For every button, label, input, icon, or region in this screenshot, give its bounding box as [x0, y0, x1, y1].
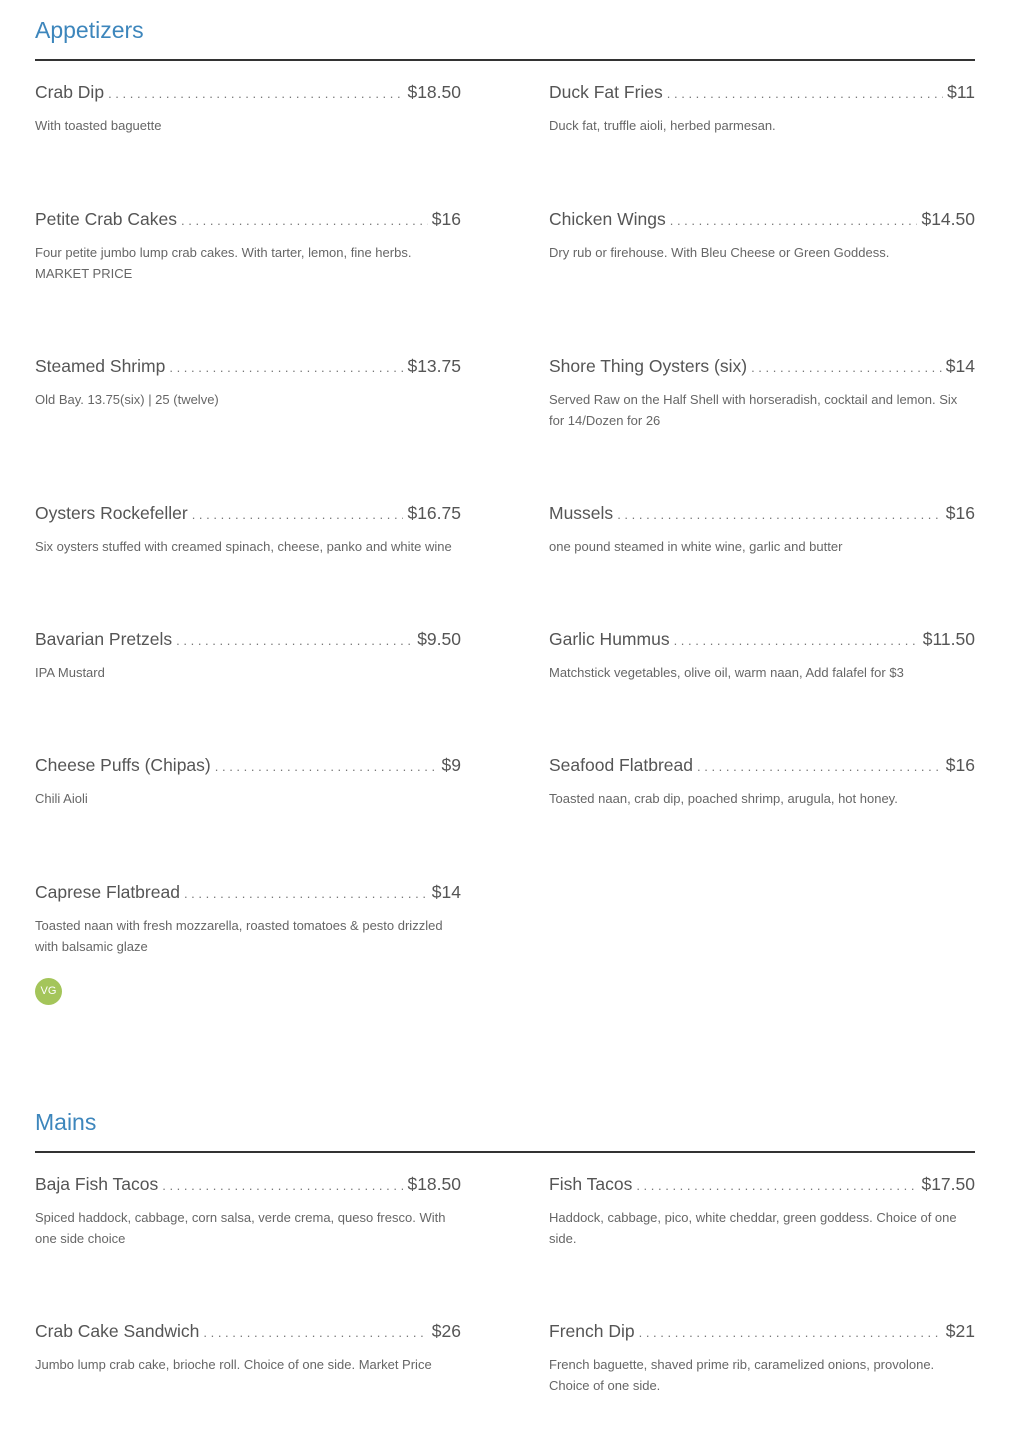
item-description: IPA Mustard — [35, 665, 105, 680]
item-description: Jumbo lump crab cake, brioche roll. Choice of one side. Market Price — [35, 1357, 432, 1372]
item-price: $14 — [945, 356, 975, 376]
dot-leader — [636, 1174, 917, 1198]
item-description: Matchstick vegetables, olive oil, warm naan, Add falafel for $3 — [549, 665, 904, 680]
item-name: Crab Dip — [35, 82, 105, 102]
dot-leader — [670, 209, 918, 233]
menu-item-mussels — [549, 501, 975, 557]
item-price: $16.75 — [407, 503, 461, 523]
menu-item-duck-fat-fries — [549, 80, 975, 136]
item-description: Toasted naan with fresh mozzarella, roasted tomatoes & pesto drizzled with balsamic glaze — [35, 918, 443, 954]
item-name: Duck Fat Fries — [549, 82, 663, 102]
menu-item-crab-cake-sandwich — [35, 1319, 461, 1375]
item-price: $11 — [947, 82, 975, 102]
dot-leader — [203, 1321, 427, 1345]
menu-item-seafood-flatbread — [549, 753, 975, 809]
item-price: $9.50 — [417, 629, 461, 649]
item-description: one pound steamed in white wine, garlic and butter — [549, 539, 843, 554]
item-name: Shore Thing Oysters (six) — [549, 356, 748, 376]
dot-leader — [192, 503, 404, 527]
item-description: Duck fat, truffle aioli, herbed parmesan. — [549, 118, 776, 133]
item-price: $16 — [431, 209, 461, 229]
section-title-appetizers: Appetizers — [35, 17, 144, 43]
dot-leader — [215, 755, 438, 779]
menu-item-shore-thing-oysters — [549, 354, 975, 431]
item-name: Oysters Rockefeller — [35, 503, 188, 523]
item-description: With toasted baguette — [35, 118, 162, 133]
menu-item-garlic-hummus — [549, 627, 975, 683]
vegetarian-badge: VG — [35, 978, 62, 1005]
item-price: $18.50 — [407, 1174, 461, 1194]
item-price: $11.50 — [922, 629, 975, 649]
item-price: $16 — [945, 503, 975, 523]
item-price: $21 — [945, 1321, 975, 1341]
item-description: Old Bay. 13.75(six) | 25 (twelve) — [35, 392, 219, 407]
menu-item-caprese-flatbread — [35, 880, 461, 957]
item-price: $14.50 — [921, 209, 975, 229]
menu-item-petite-crab-cakes — [35, 207, 461, 284]
item-price: $14 — [431, 882, 461, 902]
section-divider — [35, 59, 975, 61]
item-name: Garlic Hummus — [549, 629, 670, 649]
item-price: $18.50 — [407, 82, 461, 102]
dot-leader — [617, 503, 942, 527]
item-name: Bavarian Pretzels — [35, 629, 173, 649]
menu-item-steamed-shrimp — [35, 354, 461, 410]
mains-section — [35, 1106, 975, 1153]
dot-leader — [108, 82, 403, 106]
item-name: Steamed Shrimp — [35, 356, 166, 376]
item-name: Mussels — [549, 503, 614, 523]
item-price: $16 — [945, 755, 975, 775]
section-divider — [35, 1151, 975, 1153]
dot-leader — [639, 1321, 942, 1345]
item-description: Chili Aioli — [35, 791, 88, 806]
item-name: Cheese Puffs (Chipas) — [35, 755, 211, 775]
item-name: Petite Crab Cakes — [35, 209, 178, 229]
dot-leader — [674, 629, 919, 653]
item-description: French baguette, shaved prime rib, caramelized onions, provolone. Choice of one side. — [549, 1357, 935, 1393]
item-price: $9 — [441, 755, 461, 775]
menu-item-oysters-rockefeller — [35, 501, 461, 557]
item-name: Caprese Flatbread — [35, 882, 180, 902]
dot-leader — [181, 209, 428, 233]
item-price: $13.75 — [407, 356, 461, 376]
dot-leader — [169, 356, 403, 380]
menu-item-baja-fish-tacos — [35, 1172, 461, 1249]
item-name: Crab Cake Sandwich — [35, 1321, 200, 1341]
dot-leader — [697, 755, 942, 779]
item-description: Spiced haddock, cabbage, corn salsa, verde crema, queso fresco. With one side choice — [35, 1210, 446, 1246]
menu-item-french-dip — [549, 1319, 975, 1396]
item-name: Fish Tacos — [549, 1174, 633, 1194]
item-description: Six oysters stuffed with creamed spinach, cheese, panko and white wine — [35, 539, 452, 554]
item-name: French Dip — [549, 1321, 635, 1341]
item-price: $26 — [431, 1321, 461, 1341]
dot-leader — [184, 882, 428, 906]
item-description: Toasted naan, crab dip, poached shrimp, arugula, hot honey. — [549, 791, 898, 806]
item-description: Four petite jumbo lump crab cakes. With tarter, lemon, fine herbs. MARKET PRICE — [35, 245, 412, 281]
menu-item-crab-dip — [35, 80, 461, 136]
dot-leader — [162, 1174, 403, 1198]
item-description: Haddock, cabbage, pico, white cheddar, green goddess. Choice of one side. — [549, 1210, 957, 1246]
section-title-mains: Mains — [35, 1109, 97, 1135]
dot-leader — [751, 356, 942, 380]
item-name: Chicken Wings — [549, 209, 666, 229]
item-description: Dry rub or firehouse. With Bleu Cheese or Green Goddess. — [549, 245, 890, 260]
menu-item-bavarian-pretzels — [35, 627, 461, 683]
dot-leader — [176, 629, 413, 653]
item-name: Seafood Flatbread — [549, 755, 693, 775]
item-description: Served Raw on the Half Shell with horseradish, cocktail and lemon. Six for 14/Dozen for 26 — [549, 392, 958, 428]
dot-leader — [667, 82, 943, 106]
appetizers-section — [35, 14, 975, 61]
item-name: Baja Fish Tacos — [35, 1174, 159, 1194]
item-price: $17.50 — [921, 1174, 975, 1194]
menu-item-cheese-puffs — [35, 753, 461, 809]
menu-item-chicken-wings — [549, 207, 975, 263]
menu-item-fish-tacos — [549, 1172, 975, 1249]
